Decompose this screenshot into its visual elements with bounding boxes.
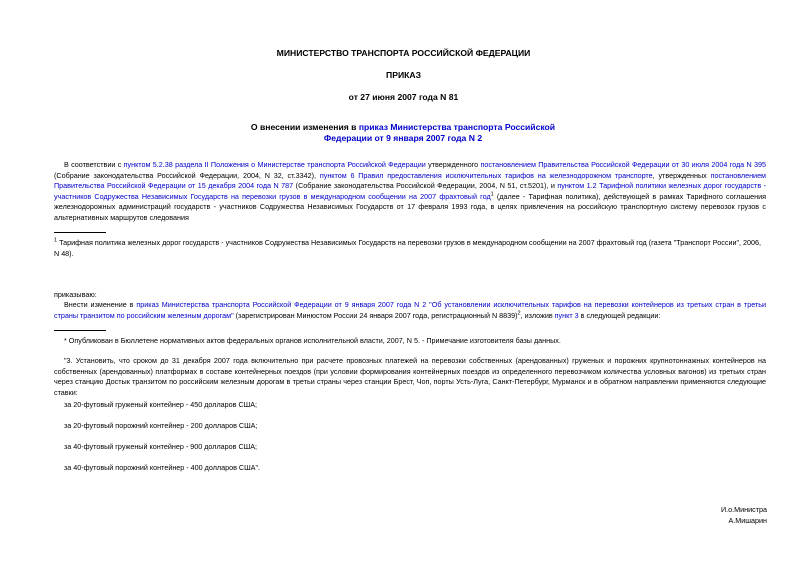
doc-date: от 27 июня 2007 года N 81 — [348, 92, 459, 102]
footnote-marker-2: 2 — [517, 310, 521, 317]
preamble-link-2[interactable]: постановлением Правительства Российской Федерации от 30 июля 2004 года N 395 — [480, 160, 766, 169]
order-word: приказываю: — [54, 290, 97, 299]
footnote-divider-1 — [54, 232, 106, 233]
preamble-paragraph — [54, 160, 766, 224]
preamble-text-3: (Собрание законодательства Российской Федерации, 2004, N 32, ст.3342), — [54, 170, 317, 180]
preamble-text-6: (далее - Тарифная политика), действующей в рамках Тарифного соглашения железнодорожных администраций государств - участников Содружества Независимых Государств от 17 февраля 1993 года, в целях привлечения на российскую транспортную систему перевозок грузов с альтернативных маршрутов следования — [54, 191, 766, 222]
preamble-text-4: , утвержденных — [652, 170, 707, 180]
footnote-1-text: Тарифная политика железных дорог государств - участников Содружества Независимых Государств на перевозки грузов в международном сообщении на 2007 фрахтовый год (газета "Транспорт России", 2006, N 48). — [54, 238, 762, 258]
preamble-link-4[interactable]: постановлением Правительства Российской Федерации от 15 декабря 2004 года N 787 — [54, 170, 767, 191]
order-text-1: Внести изменение в — [64, 300, 134, 309]
order-paragraph — [54, 300, 766, 321]
footnote-2: * Опубликован в Бюллетене нормативных актов федеральных органов исполнительной власти, 2007, N 5. - Примечание изготовителя базы данных. — [64, 336, 561, 345]
preamble-text-2: утвержденного — [428, 160, 479, 169]
doc-subject — [233, 122, 573, 144]
footnote-1-mark: 1 — [54, 237, 58, 244]
preamble-link-5[interactable]: пунктом 1.2 Тарифной политики железных дорог государств - участников Содружества Независимых Государств на перевозки грузов в международном сообщении на 2007 фрахтовый год — [54, 181, 767, 201]
subject-prefix: О внесении изменения в — [250, 122, 357, 132]
rate-40ft-empty: за 40-футовый порожний контейнер - 400 долларов США". — [64, 463, 261, 472]
clause-3-paragraph: "3. Установить, что сроком до 31 декабря 2007 года включительно при расчете провозных платежей на перевозки собственных (арендованных) груженых и порожних крупнотоннажных контейнеров на собственных (арендованных) платформах в составе контейнерных поездов (при условии формирования контейнерных поездов из определенного перевозчиком количества условных вагонов) из третьих стран через станцию Достык транзитом по российским железным дорогам в третьи страны через станции Брест, Чоп, порты Усть-Луга, Санкт-Петербург, Мурманск и в обратном направлении применяются следующие ставки: — [54, 356, 766, 397]
preamble-text-1: В соответствии с — [64, 160, 122, 169]
preamble-link-3[interactable]: пунктом 6 Правил предоставления исключительных тарифов на железнодорожном транспорте — [319, 170, 653, 180]
preamble-text-5: (Собрание законодательства Российской Федерации, 2004, N 51, ст.5201), и — [295, 181, 555, 191]
rate-20ft-loaded: за 20-футовый груженый контейнер - 450 долларов США; — [64, 400, 258, 409]
order-link-1[interactable]: приказ Министерства транспорта Российской Федерации от 9 января 2007 года N 2 "Об установлении исключительных тарифов на перевозки контейнеров из третьих стран в третьи страны транзитом по российским железным дорогам" — [54, 300, 766, 320]
ministry-heading: МИНИСТЕРСТВО ТРАНСПОРТА РОССИЙСКОЙ ФЕДЕРАЦИИ — [276, 48, 531, 58]
order-link-2[interactable]: пункт 3 — [554, 310, 579, 320]
footnote-1 — [54, 238, 766, 259]
order-text-3: , изложив — [520, 310, 553, 320]
signature-name: А.Мишарин — [728, 516, 767, 525]
doc-type-heading: ПРИКАЗ — [386, 70, 421, 80]
rate-20ft-empty: за 20-футовый порожний контейнер - 200 долларов США; — [64, 421, 258, 430]
subject-link[interactable]: приказ Министерства транспорта Российской Федерации от 9 января 2007 года N 2 — [323, 122, 556, 143]
signature-position: И.о.Министра — [720, 505, 767, 514]
rate-40ft-loaded: за 40-футовый груженый контейнер - 900 долларов США; — [64, 442, 258, 451]
footnote-divider-2 — [54, 330, 106, 331]
preamble-link-1[interactable]: пунктом 5.2.38 раздела II Положения о Министерстве транспорта Российской Федерации — [123, 160, 426, 169]
order-text-2: (зарегистрирован Минюстом России 24 января 2007 года, регистрационный N 8839) — [235, 310, 518, 320]
order-text-4: в следующей редакции: — [580, 310, 661, 320]
footnote-marker-1: 1 — [490, 191, 494, 198]
